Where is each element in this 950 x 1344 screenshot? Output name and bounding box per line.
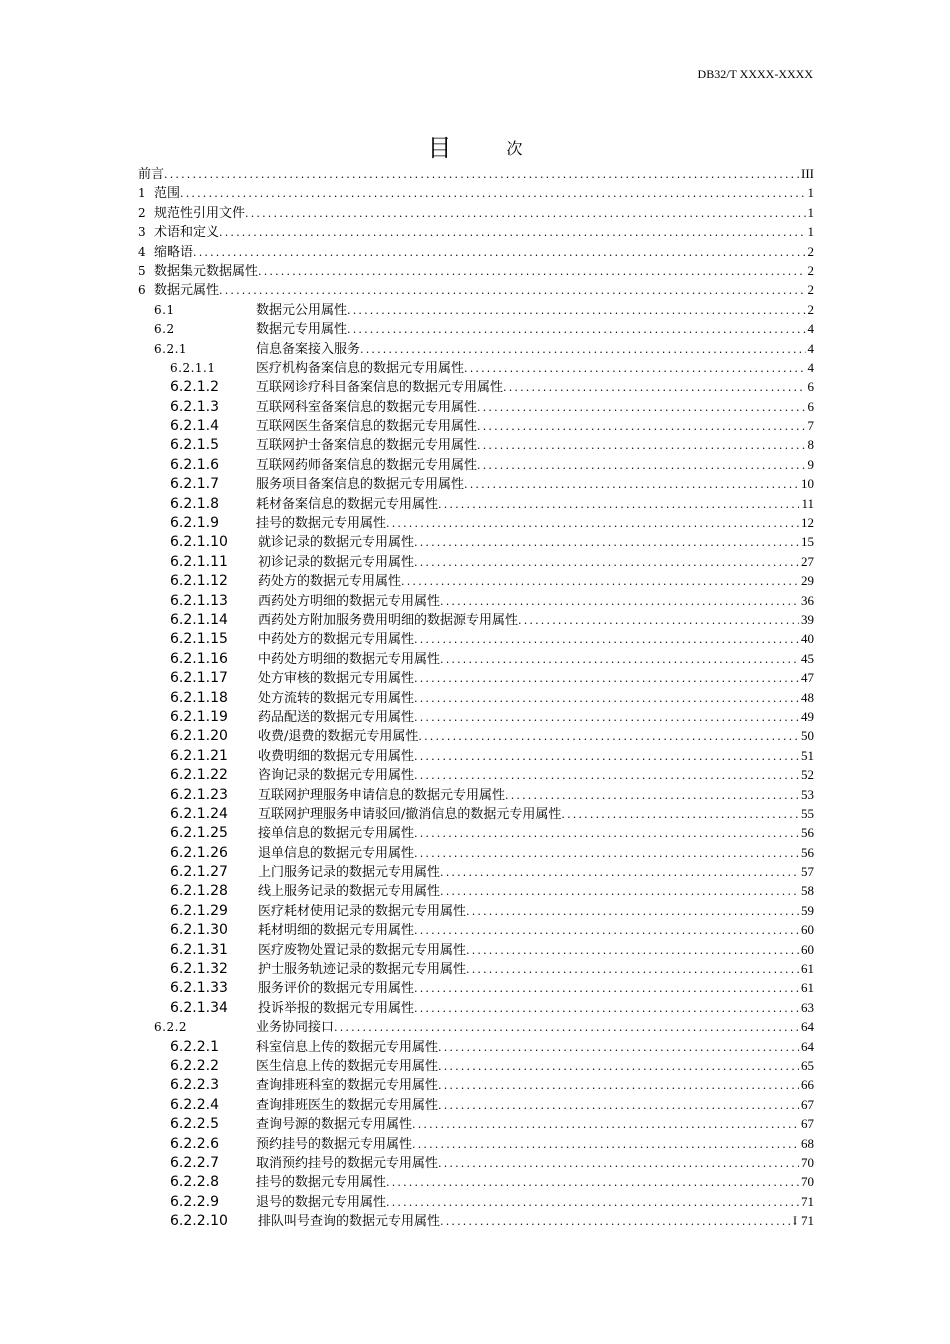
toc-entry-number: 6.2.1.14 [170, 611, 228, 628]
toc-entry[interactable] [138, 862, 814, 881]
toc-entry[interactable] [138, 532, 814, 551]
toc-leader-dots [180, 184, 805, 202]
toc-entry-page: 27 [801, 553, 814, 569]
toc-entry[interactable] [138, 358, 814, 377]
toc-entry-page: 70 [801, 1174, 814, 1190]
toc-entry-number: 6.2.1.6 [170, 456, 219, 473]
toc-entry-title: 范围 [154, 186, 181, 202]
toc-entry-title: 互联网医生备案信息的数据元专用属性 [256, 419, 478, 435]
toc-entry-page: 63 [801, 999, 814, 1015]
toc-entry-number: 6.2.1.2 [170, 379, 219, 396]
toc-leader-dots [477, 417, 805, 435]
toc-leader-dots [334, 1018, 799, 1036]
toc-entry-page: 15 [801, 534, 814, 550]
toc-entry-title: 线上服务记录的数据元专用属性 [258, 884, 441, 900]
toc-entry-number: 6.2.1.34 [170, 999, 228, 1016]
toc-entry-page: 60 [801, 941, 814, 957]
toc-entry-title: 数据元公用属性 [256, 302, 348, 318]
toc-entry-page: 71 [801, 1193, 814, 1209]
toc-entry-page: 49 [801, 708, 814, 724]
toc-leader-dots [438, 495, 799, 513]
toc-entry[interactable] [138, 804, 814, 823]
toc-entry-title: 数据元属性 [154, 283, 220, 299]
title-char-2: 次 [506, 139, 523, 158]
toc-entry[interactable] [138, 1153, 814, 1172]
toc-leader-dots [440, 592, 799, 610]
toc-entry-number: 6 [138, 283, 147, 298]
toc-entry-page: 39 [801, 611, 814, 627]
toc-entry-page: 7 [807, 418, 814, 434]
toc-entry-number: 6.2.1.11 [170, 553, 228, 570]
toc-entry-page: 57 [801, 864, 814, 880]
toc-leader-dots [503, 378, 805, 396]
toc-leader-dots [412, 1135, 799, 1153]
toc-entry-page: 36 [801, 592, 814, 608]
toc-leader-dots [477, 436, 805, 454]
toc-leader-dots [561, 805, 799, 823]
toc-entry-page: 66 [801, 1077, 814, 1093]
toc-entry-page: 70 [801, 1154, 814, 1170]
toc-entry-number: 6.2.1.26 [170, 844, 228, 861]
toc-leader-dots [414, 844, 799, 862]
toc-entry-title: 耗材备案信息的数据元专用属性 [256, 496, 439, 512]
toc-entry-title: 咨询记录的数据元专用属性 [258, 768, 415, 784]
toc-entry-number: 6.2.1.32 [170, 961, 228, 978]
toc-entry-page: 6 [807, 379, 814, 395]
toc-entry-number: 6.2.1.9 [170, 515, 219, 532]
toc-entry-page: 61 [801, 961, 814, 977]
toc-entry-title: 取消预约挂号的数据元专用属性 [256, 1155, 439, 1171]
toc-leader-dots [505, 786, 799, 804]
toc-entry-number: 6.2.2.1 [170, 1038, 219, 1055]
toc-entry-number: 1 [138, 186, 147, 201]
toc-entry-title: 退单信息的数据元专用属性 [258, 845, 415, 861]
toc-entry-number: 6.2.1.20 [170, 728, 228, 745]
toc-entry[interactable] [138, 435, 814, 454]
toc-entry-page: 10 [801, 476, 814, 492]
toc-entry[interactable] [138, 746, 814, 765]
toc-leader-dots [418, 727, 799, 745]
toc-entry-title: 排队叫号查询的数据元专用属性 [258, 1214, 441, 1230]
toc-leader-dots [440, 863, 799, 881]
toc-entry-page: 48 [801, 689, 814, 705]
toc-entry-title: 处方审核的数据元专用属性 [258, 671, 415, 687]
toc-entry-page: 2 [807, 262, 814, 278]
page-title [0, 128, 950, 163]
toc-entry[interactable] [138, 901, 814, 920]
toc-entry-number: 6.2.2.10 [170, 1213, 228, 1230]
toc-entry-number: 6.2.1.25 [170, 825, 228, 842]
toc-entry[interactable] [138, 1037, 814, 1056]
toc-entry-number: 6.2.2.2 [170, 1057, 219, 1074]
toc-entry-page: 4 [807, 359, 814, 375]
toc-leader-dots [414, 824, 799, 842]
toc-leader-dots [245, 204, 805, 222]
toc-entry-number: 6.2.2.9 [170, 1193, 219, 1210]
toc-leader-dots [440, 650, 799, 668]
toc-entry-title: 术语和定义 [154, 225, 220, 241]
toc-entry-number: 3 [138, 225, 147, 240]
toc-entry[interactable] [138, 474, 814, 493]
toc-entry[interactable] [138, 494, 814, 513]
toc-entry-page: 59 [801, 902, 814, 918]
toc-entry-title: 西药处方明细的数据元专用属性 [258, 593, 441, 609]
toc-entry-number: 6.2.1.24 [170, 805, 228, 822]
toc-leader-dots [464, 359, 805, 377]
toc-entry-page: III [801, 166, 814, 181]
toc-entry[interactable] [138, 823, 814, 842]
toc-entry-page: 71 [801, 1213, 814, 1229]
toc-entry-title: 查询排班科室的数据元专用属性 [256, 1078, 439, 1094]
toc-entry-number: 6.2.1.13 [170, 592, 228, 609]
toc-leader-dots [414, 630, 799, 648]
toc-leader-dots [414, 533, 799, 551]
toc-entry[interactable] [138, 765, 814, 784]
toc-entry-number: 6.2.1.18 [170, 689, 228, 706]
toc-leader-dots [414, 999, 799, 1017]
toc-entry-number: 6.2.2.5 [170, 1116, 219, 1133]
toc-entry-number: 5 [138, 263, 147, 278]
toc-entry[interactable] [138, 1075, 814, 1094]
toc-entry-title: 数据元专用属性 [256, 322, 348, 338]
toc-entry-page: 65 [801, 1057, 814, 1073]
toc-entry-title: 信息备案接入服务 [256, 341, 361, 357]
toc-entry[interactable] [138, 397, 814, 416]
toc-entry[interactable] [138, 1056, 814, 1075]
toc-entry[interactable] [138, 1172, 814, 1191]
toc-entry-title: 医疗耗材使用记录的数据元专用属性 [258, 903, 467, 919]
toc-entry[interactable] [138, 998, 814, 1017]
toc-leader-dots [414, 921, 799, 939]
toc-entry-page: 29 [801, 573, 814, 589]
toc-entry-number: 6.2.1.23 [170, 786, 228, 803]
toc-entry-number: 6.2.1.15 [170, 631, 228, 648]
toc-entry-number: 6.2.1 [154, 341, 188, 356]
toc-entry-page: 51 [801, 747, 814, 763]
toc-leader-dots [477, 456, 805, 474]
toc-entry[interactable] [138, 455, 814, 474]
toc-entry-title: 规范性引用文件 [154, 205, 246, 221]
toc-entry-title: 药处方的数据元专用属性 [258, 574, 402, 590]
toc-entry[interactable] [138, 1134, 814, 1153]
toc-entry-title: 医生信息上传的数据元专用属性 [256, 1058, 439, 1074]
toc-entry[interactable] [138, 649, 814, 668]
toc-leader-dots [386, 1193, 799, 1211]
toc-entry[interactable] [138, 1192, 814, 1211]
toc-entry-number: 4 [138, 244, 147, 259]
toc-entry[interactable] [138, 785, 814, 804]
toc-entry-number: 6.2.2.7 [170, 1154, 219, 1171]
toc-entry-page: 56 [801, 844, 814, 860]
toc-leader-dots [518, 611, 799, 629]
toc-entry-number: 2 [138, 205, 147, 220]
toc-entry-title: 查询号源的数据元专用属性 [256, 1117, 413, 1133]
toc-entry-number: 6.2.2.4 [170, 1096, 219, 1113]
table-of-contents [138, 164, 814, 1230]
toc-entry-page: 8 [807, 437, 814, 453]
toc-entry-title: 互联网护理服务申请驳回/撤消信息的数据元专用属性 [258, 806, 562, 822]
toc-entry-page: 60 [801, 922, 814, 938]
toc-entry-page: 55 [801, 805, 814, 821]
toc-leader-dots [414, 669, 799, 687]
toc-leader-dots [360, 340, 805, 358]
toc-leader-dots [477, 398, 805, 416]
toc-leader-dots [414, 689, 799, 707]
toc-entry-title: 业务协同接口 [256, 1020, 335, 1036]
toc-entry[interactable] [138, 610, 814, 629]
toc-entry-number: 6.2.1.31 [170, 941, 228, 958]
toc-entry-title: 退号的数据元专用属性 [256, 1194, 387, 1210]
toc-entry[interactable] [138, 242, 814, 261]
toc-entry-page: 1 [807, 204, 814, 220]
toc-entry[interactable] [138, 280, 814, 299]
toc-entry-number: 6.2.2 [154, 1020, 188, 1035]
toc-entry-title: 收费/退费的数据元专用属性 [258, 729, 419, 745]
toc-leader-dots [438, 1038, 799, 1056]
toc-leader-dots [258, 262, 805, 280]
toc-entry-page: 40 [801, 631, 814, 647]
toc-leader-dots [347, 301, 805, 319]
toc-entry-number: 6.2.1.8 [170, 495, 219, 512]
toc-entry-title: 互联网诊疗科目备案信息的数据元专用属性 [256, 380, 504, 396]
toc-leader-dots [414, 766, 799, 784]
toc-entry-number: 6.2.1.17 [170, 670, 228, 687]
toc-entry[interactable] [138, 1114, 814, 1133]
toc-leader-dots [164, 165, 799, 183]
toc-leader-dots [414, 979, 799, 997]
toc-entry-page: 2 [807, 243, 814, 259]
toc-entry-title: 服务评价的数据元专用属性 [258, 981, 415, 997]
toc-entry[interactable] [138, 1095, 814, 1114]
toc-entry[interactable] [138, 881, 814, 900]
toc-entry-title: 上门服务记录的数据元专用属性 [258, 865, 441, 881]
toc-leader-dots [219, 223, 805, 241]
toc-entry[interactable] [138, 1017, 814, 1036]
toc-entry-page: 56 [801, 825, 814, 841]
toc-entry-title: 医疗机构备案信息的数据元专用属性 [256, 360, 465, 376]
toc-entry[interactable] [138, 183, 814, 202]
toc-entry-number: 6.2.2.6 [170, 1135, 219, 1152]
toc-entry-page: 50 [801, 728, 814, 744]
toc-entry-number: 6.2.1.7 [170, 476, 219, 493]
toc-entry[interactable] [138, 377, 814, 396]
toc-leader-dots [219, 281, 805, 299]
toc-entry-page: 4 [807, 321, 814, 337]
toc-entry-title: 互联网药师备案信息的数据元专用属性 [256, 457, 478, 473]
toc-entry[interactable] [138, 726, 814, 745]
toc-entry-number: 6.2.1.21 [170, 747, 228, 764]
toc-entry-title: 挂号的数据元专用属性 [256, 516, 387, 532]
toc-entry-page: 1 [807, 185, 814, 201]
toc-entry-title: 挂号的数据元专用属性 [256, 1175, 387, 1191]
toc-entry[interactable] [138, 959, 814, 978]
toc-entry-title: 查询排班医生的数据元专用属性 [256, 1097, 439, 1113]
toc-entry-title: 护士服务轨迹记录的数据元专用属性 [258, 962, 467, 978]
toc-entry-number: 6.2.1.29 [170, 902, 228, 919]
toc-leader-dots [466, 902, 799, 920]
toc-entry-number: 6.1 [154, 302, 175, 317]
toc-leader-dots [438, 1096, 799, 1114]
title-char-1: 目 [427, 134, 452, 162]
toc-leader-dots [414, 747, 799, 765]
toc-leader-dots [440, 1212, 799, 1230]
toc-entry[interactable] [138, 339, 814, 358]
toc-entry-number: 6.2.1.12 [170, 573, 228, 590]
toc-entry-page: 2 [807, 301, 814, 317]
toc-leader-dots [386, 1173, 799, 1191]
toc-leader-dots [438, 1057, 799, 1075]
toc-entry-page: 12 [801, 515, 814, 531]
toc-entry-title: 前言 [138, 167, 165, 182]
toc-entry-number: 6.2.1.16 [170, 650, 228, 667]
toc-entry[interactable] [138, 164, 814, 183]
toc-entry-page: 4 [807, 340, 814, 356]
toc-entry-page: 67 [801, 1096, 814, 1112]
toc-entry-page: 64 [801, 1019, 814, 1035]
toc-leader-dots [193, 243, 805, 261]
toc-entry[interactable] [138, 416, 814, 435]
page-number: I [793, 1213, 797, 1227]
toc-leader-dots [440, 882, 799, 900]
toc-entry-title: 服务项目备案信息的数据元专用属性 [256, 477, 465, 493]
toc-entry[interactable] [138, 552, 814, 571]
toc-entry[interactable] [138, 920, 814, 939]
toc-leader-dots [438, 1076, 799, 1094]
toc-entry[interactable] [138, 571, 814, 590]
toc-entry-page: 68 [801, 1135, 814, 1151]
toc-entry[interactable] [138, 629, 814, 648]
toc-leader-dots [438, 1154, 799, 1172]
toc-entry-page: 45 [801, 650, 814, 666]
toc-leader-dots [386, 514, 799, 532]
toc-entry[interactable] [138, 591, 814, 610]
toc-entry[interactable] [138, 843, 814, 862]
toc-entry-title: 耗材明细的数据元专用属性 [258, 923, 415, 939]
toc-entry-number: 6.2.1.4 [170, 418, 219, 435]
toc-entry-title: 互联网科室备案信息的数据元专用属性 [256, 399, 478, 415]
toc-entry-title: 投诉举报的数据元专用属性 [258, 1000, 415, 1016]
toc-leader-dots [464, 475, 799, 493]
toc-entry-page: 9 [807, 456, 814, 472]
toc-entry-title: 科室信息上传的数据元专用属性 [256, 1039, 439, 1055]
toc-entry[interactable] [138, 940, 814, 959]
toc-entry-page: 52 [801, 767, 814, 783]
toc-entry-page: 47 [801, 670, 814, 686]
toc-entry-page: 64 [801, 1038, 814, 1054]
toc-entry[interactable] [138, 261, 814, 280]
toc-entry-title: 互联网护理服务申请信息的数据元专用属性 [258, 787, 506, 803]
toc-entry[interactable] [138, 319, 814, 338]
toc-leader-dots [466, 960, 799, 978]
toc-entry-page: 11 [801, 495, 814, 511]
toc-entry-number: 6.2.2.8 [170, 1174, 219, 1191]
toc-entry-page: 2 [807, 282, 814, 298]
toc-entry-title: 就诊记录的数据元专用属性 [258, 535, 415, 551]
toc-entry-title: 中药处方明细的数据元专用属性 [258, 651, 441, 667]
toc-entry-title: 西药处方附加服务费用明细的数据源专用属性 [258, 612, 519, 628]
toc-entry-number: 6.2.1.10 [170, 534, 228, 551]
toc-entry-title: 药品配送的数据元专用属性 [258, 709, 415, 725]
toc-leader-dots [347, 320, 805, 338]
toc-entry-title: 预约挂号的数据元专用属性 [256, 1136, 413, 1152]
toc-entry-title: 中药处方的数据元专用属性 [258, 632, 415, 648]
toc-entry-number: 6.2.1.5 [170, 437, 219, 454]
toc-leader-dots [412, 1115, 799, 1133]
toc-entry[interactable] [138, 707, 814, 726]
toc-entry-page: 6 [807, 398, 814, 414]
toc-entry-title: 收费明细的数据元专用属性 [258, 748, 415, 764]
toc-entry-title: 数据集元数据属性 [154, 263, 259, 279]
toc-entry-page: 58 [801, 883, 814, 899]
toc-entry[interactable] [138, 1211, 814, 1230]
toc-leader-dots [414, 708, 799, 726]
toc-entry-number: 6.2.2.3 [170, 1077, 219, 1094]
toc-entry-page: 61 [801, 980, 814, 996]
toc-entry-number: 6.2.1.1 [170, 360, 216, 375]
toc-entry-title: 处方流转的数据元专用属性 [258, 690, 415, 706]
toc-entry-number: 6.2.1.27 [170, 864, 228, 881]
toc-entry-title: 互联网护士备案信息的数据元专用属性 [256, 438, 478, 454]
toc-entry-number: 6.2 [154, 322, 175, 337]
toc-entry-number: 6.2.1.28 [170, 883, 228, 900]
document-code: DB32/T XXXX-XXXX [697, 67, 813, 81]
toc-entry-page: 67 [801, 1116, 814, 1132]
toc-entry-title: 医疗废物处置记录的数据元专用属性 [258, 942, 467, 958]
toc-entry-page: 1 [807, 224, 814, 240]
toc-leader-dots [466, 941, 799, 959]
toc-entry-title: 接单信息的数据元专用属性 [258, 826, 415, 842]
toc-entry-number: 6.2.1.19 [170, 708, 228, 725]
toc-entry[interactable] [138, 688, 814, 707]
toc-entry-title: 初诊记录的数据元专用属性 [258, 554, 415, 570]
toc-entry-page: 53 [801, 786, 814, 802]
toc-entry[interactable] [138, 203, 814, 222]
toc-entry[interactable] [138, 222, 814, 241]
toc-entry-title: 缩略语 [154, 244, 194, 260]
toc-entry[interactable] [138, 300, 814, 319]
toc-entry-number: 6.2.1.22 [170, 767, 228, 784]
toc-leader-dots [401, 572, 799, 590]
toc-entry-number: 6.2.1.3 [170, 398, 219, 415]
toc-leader-dots [414, 553, 799, 571]
toc-entry[interactable] [138, 978, 814, 997]
toc-entry[interactable] [138, 513, 814, 532]
toc-entry[interactable] [138, 668, 814, 687]
toc-entry-number: 6.2.1.30 [170, 922, 228, 939]
toc-entry-number: 6.2.1.33 [170, 980, 228, 997]
